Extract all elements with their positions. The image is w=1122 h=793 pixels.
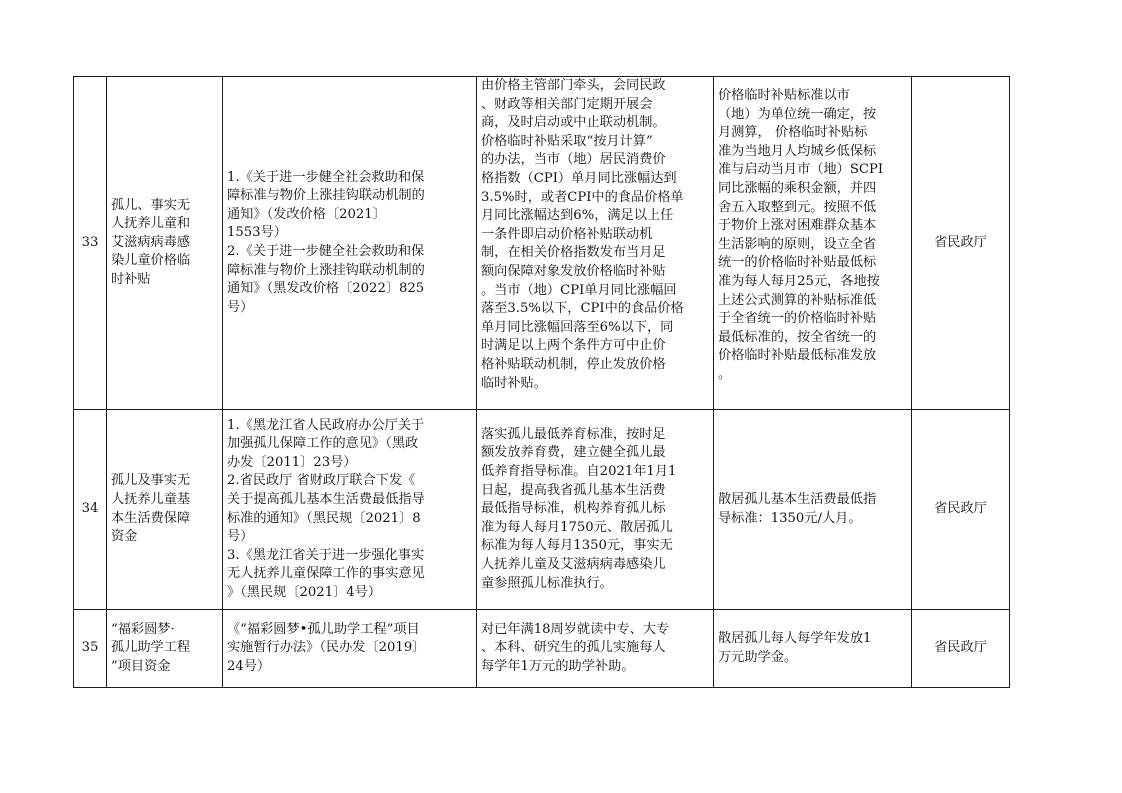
row-number: 34 bbox=[74, 410, 107, 610]
responsible-department: 省民政厅 bbox=[912, 77, 1010, 410]
table-row bbox=[74, 77, 1010, 410]
policy-basis: 《“福彩圆梦•孤儿助学工程”项目 实施暂行办法》（民办发〔2019〕 24号） bbox=[223, 610, 477, 688]
responsible-department: 省民政厅 bbox=[912, 610, 1010, 688]
policy-content: 由价格主管部门牵头，会同民政 、财政等相关部门定期开展会 商，及时启动或中止联动机制。 价格临时补贴采取“按月计算” 的办法，当市（地）居民消费价 格指数（CPI）单月同比涨幅达到 3.5%时，或者CPI中的食品价格单 月同比涨幅达到6%，满足以上任 一条件即启动价格补贴联动机 制，在相关价格指数发布当月足 额向保障对象发放价格临时补贴 。当市（地）CPI单月同比涨幅回 落至3.5%以下，CPI中的食品价格 单月同比涨幅回落至6%以下，同 时满足以上两个条件方可中止价 格补贴联动机制，停止发放价格 临时补贴。 bbox=[477, 77, 714, 410]
subsidy-standard: 散居孤儿每人每学年发放1 万元助学金。 bbox=[714, 610, 912, 688]
subsidy-standard: 价格临时补贴标准以市 （地）为单位统一确定，按 月测算， 价格临时补贴标 准为当地月人均城乡低保标 准与启动当月市（地）SCPI 同比涨幅的乘积金额，并四 舍五入取整到元。按照不低 于物价上涨对困难群众基本 生活影响的原则，设立全省 统一的价格临时补贴最低标 准为每人每月25元，各地按 上述公式测算的补贴标准低 于全省统一的价格临时补贴 最低标准的，按全省统一的 价格临时补贴最低标准发放 。 bbox=[714, 77, 912, 410]
item-name: 孤儿及事实无 人抚养儿童基 本生活费保障 资金 bbox=[107, 410, 223, 610]
policy-basis: 1.《黑龙江省人民政府办公厅关于 加强孤儿保障工作的意见》（黑政 办发〔2011〕23号） 2.省民政厅 省财政厅联合下发《 关于提高孤儿基本生活费最低指导 标准的通知》（黑民规〔2021〕8 号） 3.《黑龙江省关于进一步强化事实 无人抚养儿童保障工作的事实意见 》（黑民规〔2021〕4号） bbox=[223, 410, 477, 610]
table-row bbox=[74, 610, 1010, 688]
policy-basis: 1.《关于进一步健全社会救助和保 障标准与物价上涨挂钩联动机制的 通知》（发改价格〔2021〕 1553号） 2.《关于进一步健全社会救助和保 障标准与物价上涨挂钩联动机制的 通知》（黑发改价格〔2022〕825 号） bbox=[223, 77, 477, 410]
policy-content: 对已年满18周岁就读中专、大专 、本科、研究生的孤儿实施每人 每学年1万元的助学补助。 bbox=[477, 610, 714, 688]
policy-content: 落实孤儿最低养育标准，按时足 额发放养育费，建立健全孤儿最 低养育指导标准。自2021年1月1 日起，提高我省孤儿基本生活费 最低指导标准，机构养育孤儿标 准为每人每月1750元、散居孤儿 标准为每人每月1350元，事实无 人抚养儿童及艾滋病病毒感染儿 童参照孤儿标准执行。 bbox=[477, 410, 714, 610]
row-number: 33 bbox=[74, 77, 107, 410]
responsible-department: 省民政厅 bbox=[912, 410, 1010, 610]
item-name: “福彩圆梦· 孤儿助学工程 ”项目资金 bbox=[107, 610, 223, 688]
policy-table bbox=[73, 76, 1010, 688]
item-name: 孤儿、事实无 人抚养儿童和 艾滋病病毒感 染儿童价格临 时补贴 bbox=[107, 77, 223, 410]
subsidy-standard: 散居孤儿基本生活费最低指 导标准：1350元/人月。 bbox=[714, 410, 912, 610]
table-row bbox=[74, 410, 1010, 610]
row-number: 35 bbox=[74, 610, 107, 688]
